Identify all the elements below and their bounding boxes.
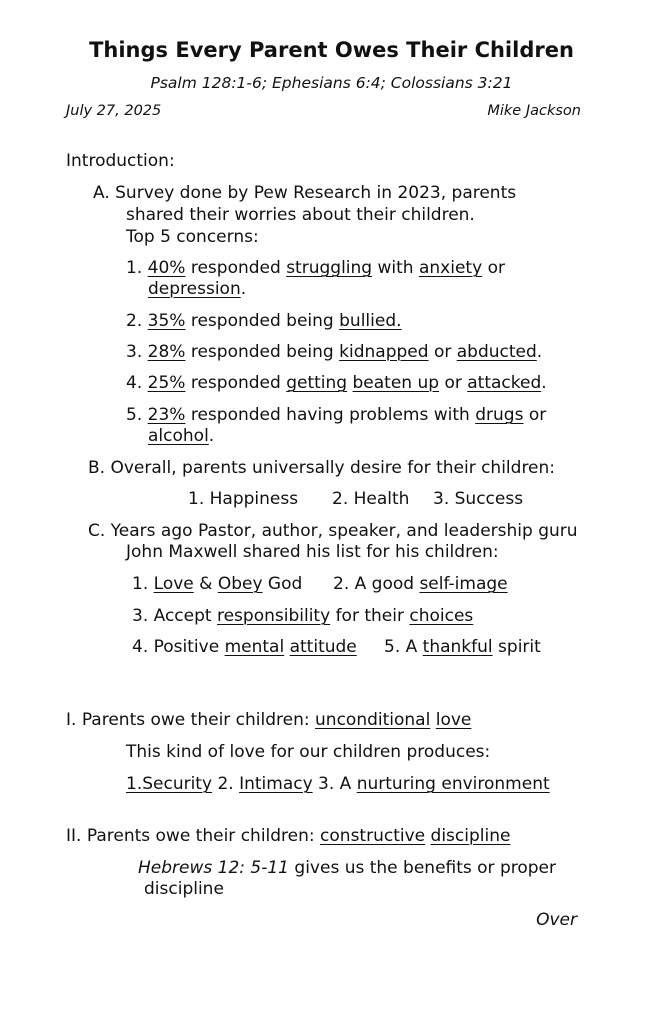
intro-b-line: B. Overall, parents universally desire for their children: — [88, 458, 556, 478]
concern-item-1-cont: depression. — [148, 279, 247, 299]
concern-item-5: 5. 23% responded having problems with drugs or — [126, 405, 547, 425]
concern-item-1: 1. 40% responded struggling with anxiety or — [126, 258, 505, 278]
point-1-heading: I. Parents owe their children: unconditional love — [66, 710, 472, 730]
concern-item-4: 4. 25% responded getting beaten up or attacked. — [126, 373, 547, 393]
maxwell-row-3: 4. Positive mental attitude — [132, 637, 357, 657]
maxwell-row-3-item-5: 5. A thankful spirit — [384, 637, 541, 657]
intro-c-line2: John Maxwell shared his list for his children: — [126, 542, 499, 562]
sermon-author: Mike Jackson — [487, 103, 581, 119]
concern-item-3: 3. 28% responded being kidnapped or abducted. — [126, 342, 543, 362]
intro-a-line1: A. Survey done by Pew Research in 2023, parents — [93, 183, 517, 203]
point-1-list: 1.Security 2. Intimacy 3. A nurturing environment — [126, 774, 550, 794]
intro-a-line3: Top 5 concerns: — [126, 227, 259, 247]
point-1-sub: This kind of love for our children produces: — [126, 742, 491, 762]
page-footer-over: Over — [536, 910, 577, 930]
concern-item-2: 2. 35% responded being bullied. — [126, 311, 402, 331]
sermon-date: July 27, 2025 — [66, 103, 162, 119]
maxwell-row-1: 1. Love & Obey God — [132, 574, 303, 594]
desire-item-1: 1. Happiness — [188, 489, 299, 509]
intro-a-line2: shared their worries about their children. — [126, 205, 475, 225]
concern-item-5-cont: alcohol. — [148, 426, 215, 446]
point-2-reference-cont: discipline — [144, 879, 224, 899]
point-2-heading: II. Parents owe their children: constructive discipline — [66, 826, 511, 846]
desire-item-3: 3. Success — [433, 489, 524, 509]
scripture-references: Psalm 128:1-6; Ephesians 6:4; Colossians 3:21 — [150, 74, 513, 92]
maxwell-row-2: 3. Accept responsibility for their choices — [132, 606, 474, 626]
desire-item-2: 2. Health — [332, 489, 410, 509]
point-2-reference: Hebrews 12: 5-11 gives us the benefits or proper — [138, 858, 556, 878]
intro-heading: Introduction: — [66, 151, 175, 171]
maxwell-row-1-item-2: 2. A good self-image — [333, 574, 508, 594]
sermon-title: Things Every Parent Owes Their Children — [89, 38, 574, 62]
intro-c-line1: C. Years ago Pastor, author, speaker, and leadership guru — [88, 521, 578, 541]
